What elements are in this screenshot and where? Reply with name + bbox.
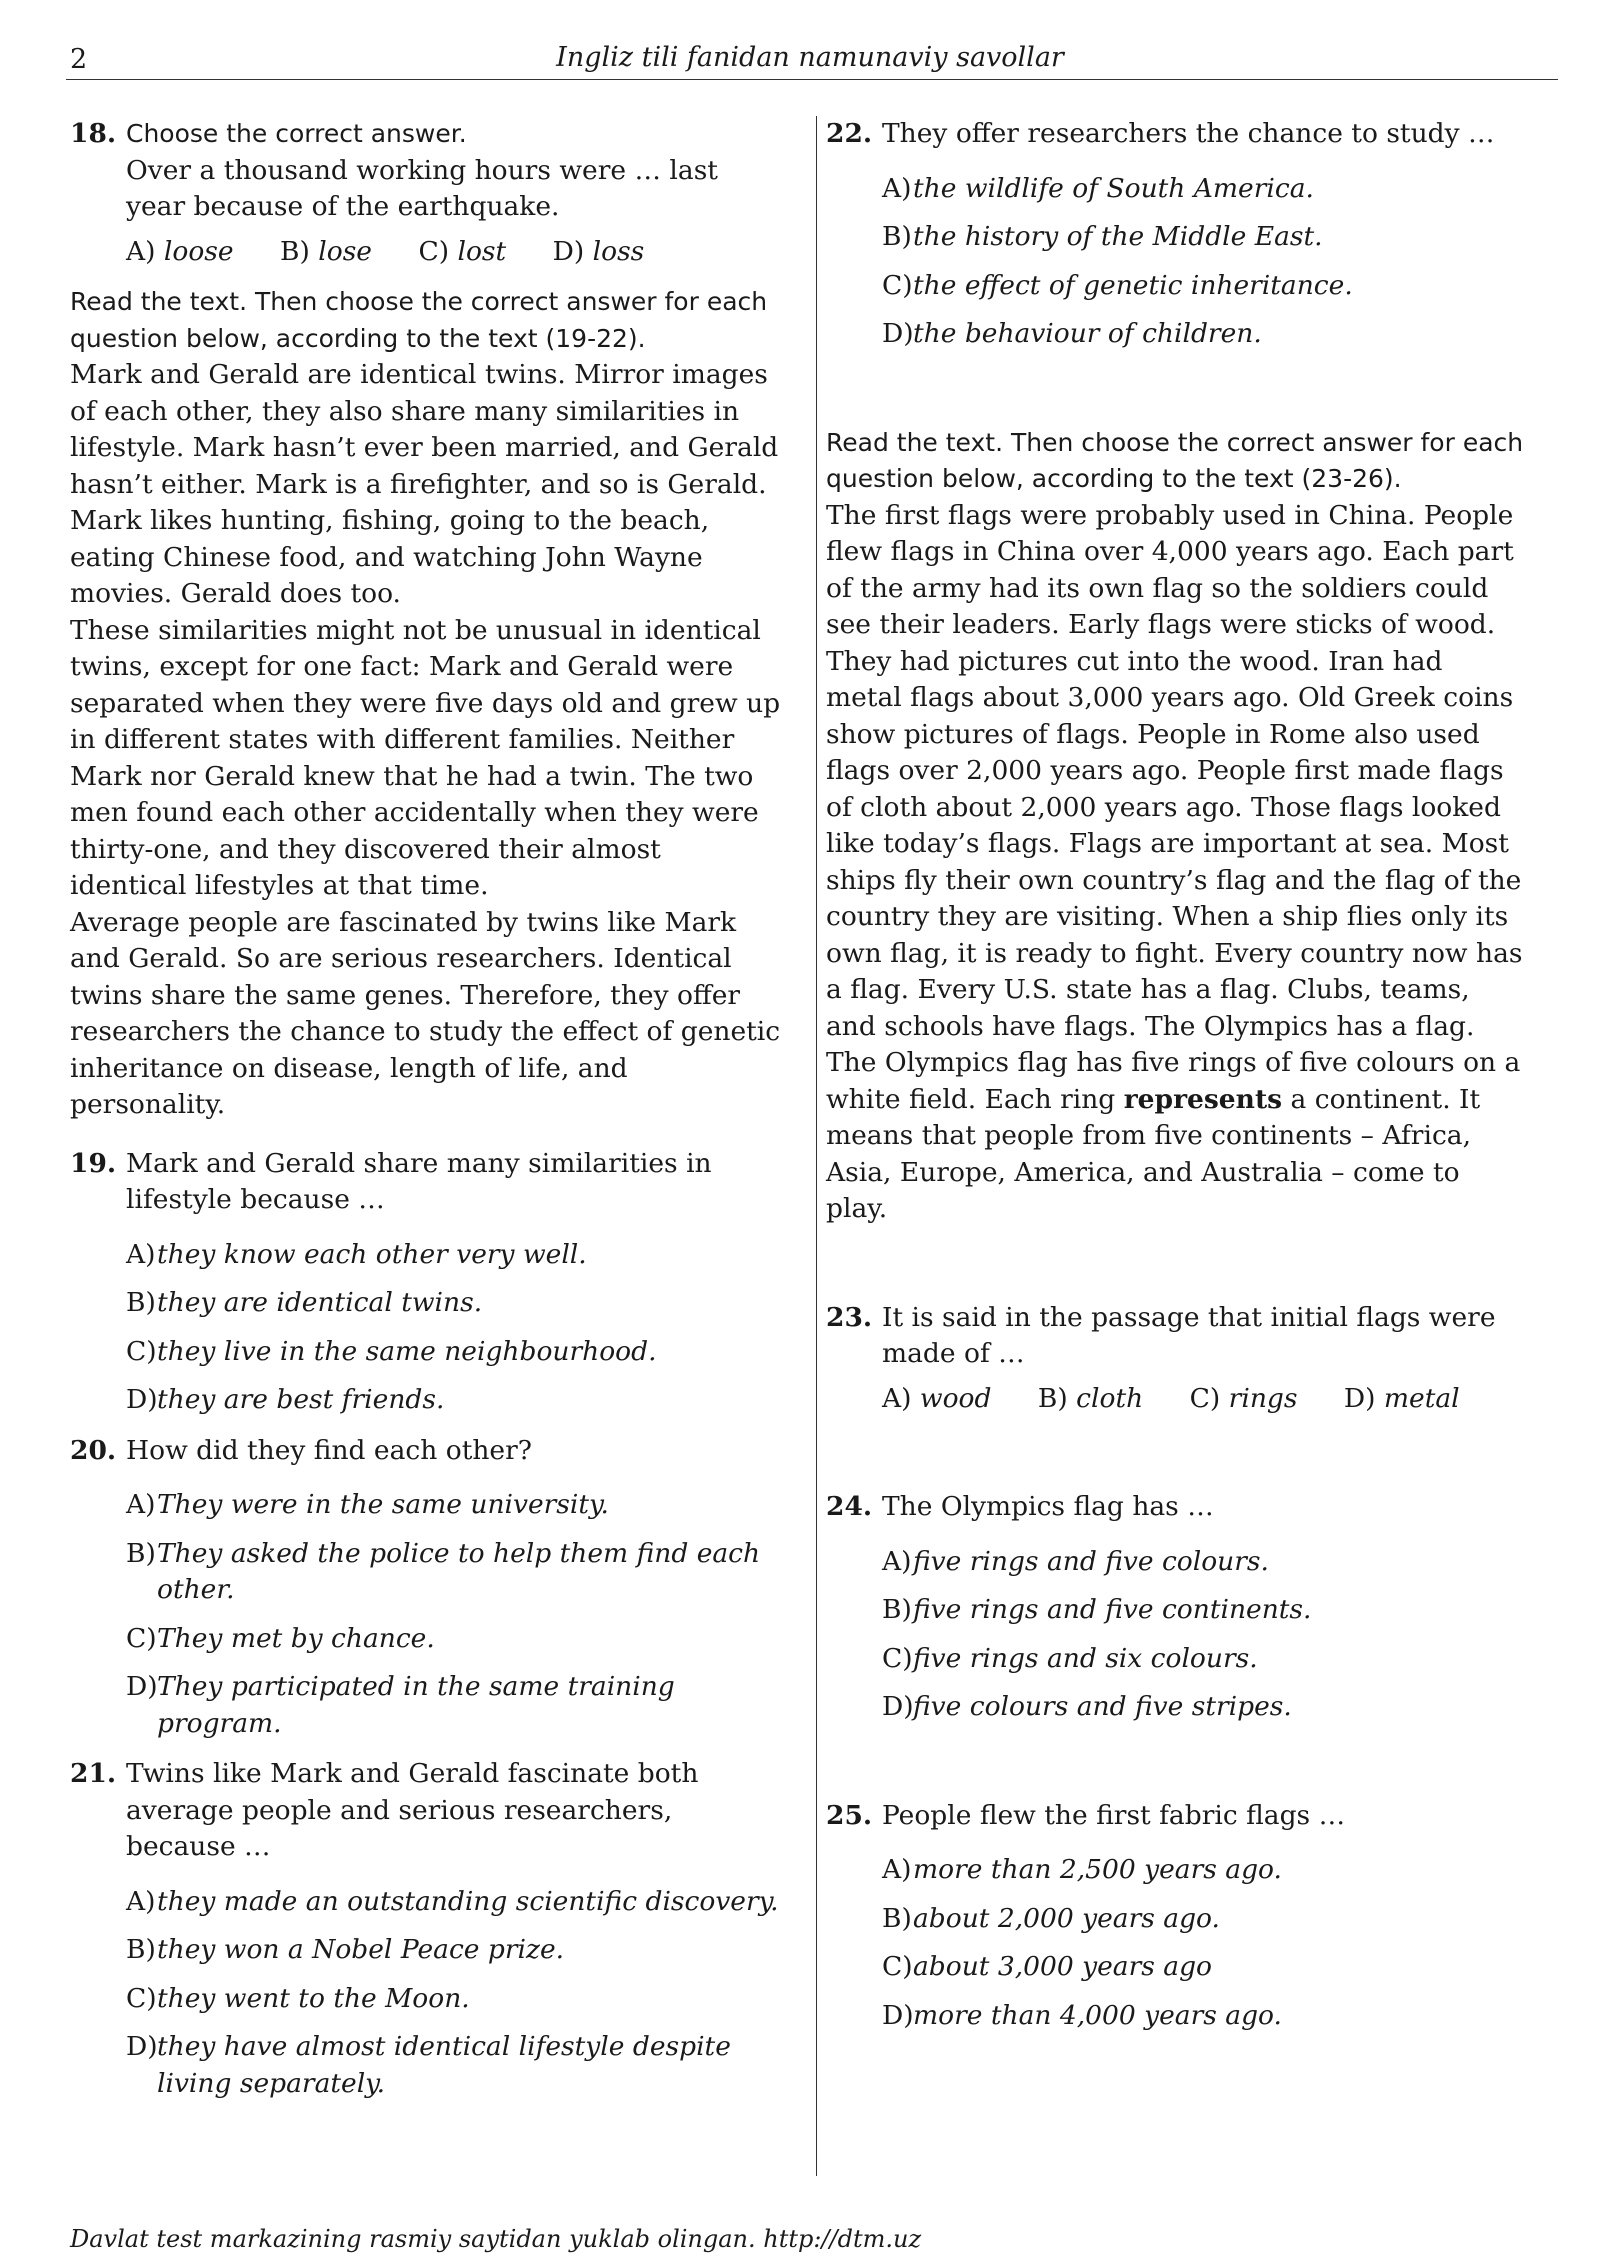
- option-c[interactable]: [882, 1641, 1526, 1678]
- option-b[interactable]: [882, 1592, 1526, 1629]
- passage-instruction: Read the text. Then choose the correct answer for each question below, according to the text (23-26).: [826, 427, 1524, 493]
- option-text: they are best friends.: [157, 1384, 445, 1415]
- option-letter: A): [126, 1238, 156, 1270]
- option-letter: B): [882, 221, 912, 252]
- passage-paragraph: Mark and Gerald are identical twins. Mirror images of each other, they also share many similarities in lifestyle. Mark hasn’t ever been married, and Gerald hasn’t either. Mark is a firefighter, and so is Gerald. Mark likes hunting, fishing, going to the beach, eating Chinese food, and watching John Wayne movies. Gerald does too.: [70, 359, 779, 609]
- option-c[interactable]: [1190, 1383, 1298, 1414]
- passage-paragraph: Average people are fascinated by twins like Mark and Gerald. So are serious researchers. Identical twins share the same genes. Therefore, they offer researchers the chance to study the effect of genetic inheritance on disease, length of life, and personality.: [70, 906, 781, 1120]
- option-text: They met by chance.: [157, 1622, 435, 1654]
- option-text: the wildlife of South America.: [913, 172, 1314, 204]
- question-23: [826, 1300, 1526, 1418]
- option-text: more than 2,500 years ago.: [913, 1854, 1282, 1885]
- option-text: about 2,000 years ago.: [913, 1902, 1220, 1934]
- answer-options: [70, 1487, 785, 1742]
- question-20: [70, 1433, 785, 1470]
- column-divider: [816, 116, 817, 2176]
- option-d[interactable]: [126, 1669, 785, 1742]
- option-text: metal: [1383, 1382, 1460, 1414]
- option-text: about 3,000 years ago: [913, 1951, 1213, 1982]
- option-letter: D): [882, 1691, 914, 1722]
- option-text: lose: [318, 235, 372, 267]
- option-letter: C): [126, 1982, 157, 2014]
- answer-options: [826, 1544, 1526, 1726]
- option-letter: B): [1037, 1382, 1068, 1414]
- option-b[interactable]: [126, 1536, 785, 1609]
- option-a[interactable]: [882, 1852, 1526, 1889]
- question-instruction: Choose the correct answer.: [126, 119, 467, 148]
- option-c[interactable]: [126, 1621, 785, 1658]
- option-letter: C): [882, 269, 913, 301]
- header-rule: [66, 79, 1558, 80]
- option-letter: D): [126, 2031, 158, 2062]
- option-d[interactable]: [882, 1689, 1526, 1726]
- passage-instruction: Read the text. Then choose the correct answer for each question below, according to the text (19-22).: [70, 287, 768, 353]
- option-d[interactable]: [126, 2029, 785, 2102]
- option-text: five rings and five colours.: [913, 1545, 1269, 1577]
- question-19: [70, 1146, 785, 1219]
- option-text: the behaviour of children.: [913, 318, 1262, 349]
- option-text: They asked the police to help them find each other.: [157, 1537, 761, 1605]
- option-text: lost: [457, 235, 507, 267]
- question-number: 21.: [70, 1758, 117, 1789]
- option-b[interactable]: [126, 1932, 785, 1969]
- question-number: 23.: [826, 1301, 873, 1333]
- option-d[interactable]: [1344, 1383, 1460, 1414]
- answer-options: [70, 1237, 785, 1419]
- option-text: wood: [919, 1382, 992, 1414]
- option-text: five colours and five stripes.: [913, 1691, 1292, 1722]
- option-text: loss: [592, 235, 645, 267]
- option-b[interactable]: [882, 219, 1526, 256]
- option-text: five rings and five continents.: [913, 1594, 1312, 1625]
- question-sentence: Over a thousand working hours were … last year because of the earthquake.: [126, 154, 718, 222]
- answer-options: [126, 234, 785, 271]
- option-a[interactable]: [126, 236, 234, 267]
- option-letter: A): [126, 1885, 156, 1917]
- option-c[interactable]: [882, 268, 1526, 305]
- question-22: [826, 116, 1526, 153]
- question-21: [70, 1756, 785, 1866]
- option-c[interactable]: [418, 236, 506, 267]
- running-title: Ingliz tili fanidan namunaviy savollar: [556, 42, 1064, 73]
- option-letter: D): [126, 1671, 158, 1702]
- option-letter: A): [126, 1489, 156, 1520]
- passage-paragraph: [826, 498, 1526, 1228]
- option-letter: D): [1343, 1382, 1376, 1414]
- option-a[interactable]: [126, 1237, 785, 1274]
- option-text: They were in the same university.: [157, 1489, 609, 1520]
- option-text: rings: [1228, 1382, 1298, 1414]
- left-column: [70, 116, 785, 2114]
- option-text: they made an outstanding scientific discovery.: [157, 1885, 779, 1917]
- reading-passage-1: [70, 284, 785, 1124]
- passage-text: The first flags were probably used in China. People flew flags in China over 4,000 years ago. Each part of the army had its own flag so the soldiers could see their leaders. Early flags were sticks of wood. They had pictures cut into the wood. Iran had metal flags about 3,000 years ago. Old Greek coins show pictures of flags. People in Rome also used flags over 2,000 years ago. People first made flags of cloth about 2,000 years ago. Those flags looked like today’s flags. Flags are important at sea. Most ships fly their own country’s flag and the flag of the country they are visiting. When a ship flies only its own flag, it is ready to fight. Every country now has a flag. Every U.S. state has a flag. Clubs, teams, and schools have flags. The Olympics has a flag. The Olympics flag has five rings of five colours on a white field. Each ring: [826, 499, 1523, 1115]
- option-text: they have almost identical lifestyle despite living separately.: [157, 2031, 731, 2099]
- question-number: 19.: [70, 1147, 117, 1179]
- question-stem: Mark and Gerald share many similarities in lifestyle because …: [126, 1147, 712, 1215]
- footer-source-note: Davlat test markazining rasmiy saytidan yuklab olingan. http://dtm.uz: [70, 2225, 922, 2253]
- option-text: they are identical twins.: [157, 1287, 483, 1318]
- option-letter: B): [280, 235, 310, 267]
- option-a[interactable]: [882, 1544, 1526, 1581]
- option-d[interactable]: [882, 316, 1526, 353]
- option-b[interactable]: [882, 1901, 1526, 1938]
- option-c[interactable]: [126, 1334, 785, 1371]
- option-text: more than 4,000 years ago.: [913, 1999, 1282, 2031]
- option-b[interactable]: [126, 1285, 785, 1322]
- option-letter: C): [126, 1622, 157, 1654]
- option-letter: C): [418, 235, 450, 267]
- option-letter: C): [1189, 1382, 1221, 1414]
- option-a[interactable]: [126, 1884, 785, 1921]
- option-letter: B): [882, 1902, 912, 1934]
- option-text: they know each other very well.: [157, 1238, 587, 1270]
- page-number: 2: [70, 44, 88, 75]
- right-column: [826, 116, 1526, 2046]
- option-letter: B): [126, 1934, 156, 1965]
- reading-passage-2: [826, 425, 1526, 1228]
- question-24: [826, 1489, 1526, 1526]
- option-text: they won a Nobel Peace prize.: [157, 1934, 565, 1965]
- question-stem: They offer researchers the chance to study …: [882, 118, 1495, 149]
- option-letter: B): [882, 1594, 912, 1625]
- option-letter: D): [882, 318, 914, 349]
- option-text: cloth: [1076, 1382, 1144, 1414]
- option-text: they live in the same neighbourhood.: [157, 1335, 657, 1367]
- option-letter: A): [882, 172, 912, 204]
- option-letter: A): [126, 235, 156, 267]
- option-a[interactable]: [882, 171, 1526, 208]
- option-d[interactable]: [882, 1998, 1526, 2035]
- option-text: They participated in the same training program.: [157, 1671, 675, 1739]
- option-a[interactable]: [126, 1487, 785, 1524]
- question-stem: People flew the first fabric flags …: [882, 1799, 1346, 1831]
- option-c[interactable]: [126, 1981, 785, 2018]
- question-number: 18.: [70, 118, 117, 149]
- passage-text: a continent. It means that people from five continents – Africa, Asia, Europe, America, and Australia – come to play.: [826, 1083, 1481, 1224]
- question-number: 24.: [826, 1491, 873, 1522]
- answer-options: [826, 171, 1526, 353]
- option-letter: D): [126, 1384, 158, 1415]
- option-letter: C): [882, 1642, 913, 1674]
- question-18: [70, 116, 785, 270]
- option-c[interactable]: [882, 1949, 1526, 1986]
- option-d[interactable]: [126, 1382, 785, 1419]
- highlighted-word: represents: [1123, 1083, 1283, 1115]
- option-text: the history of the Middle East.: [913, 221, 1323, 252]
- option-letter: B): [126, 1287, 156, 1318]
- question-stem: The Olympics flag has …: [882, 1491, 1214, 1522]
- passage-paragraph: These similarities might not be unusual in identical twins, except for one fact: Mark and Gerald were separated when they were five days old and grew up in different states with different families. Neither Mark nor Gerald knew that he had a twin. The two men found each other accidentally when they were thirty-one, and they discovered their almost identical lifestyles at that time.: [70, 614, 781, 901]
- question-number: 25.: [826, 1799, 873, 1831]
- question-stem: It is said in the passage that initial flags were made of …: [882, 1301, 1496, 1369]
- answer-options: [882, 1381, 1526, 1418]
- question-stem: Twins like Mark and Gerald fascinate both average people and serious researchers, because …: [126, 1758, 699, 1862]
- option-letter: A): [882, 1854, 912, 1885]
- option-letter: C): [126, 1335, 157, 1367]
- question-25: [826, 1798, 1526, 1835]
- option-letter: A): [882, 1382, 912, 1414]
- option-text: they went to the Moon.: [157, 1982, 470, 2014]
- option-text: the effect of genetic inheritance.: [913, 269, 1353, 301]
- question-number: 20.: [70, 1434, 117, 1466]
- question-stem: How did they find each other?: [126, 1434, 532, 1466]
- question-number: 22.: [826, 118, 873, 149]
- option-letter: B): [126, 1537, 156, 1569]
- option-letter: C): [882, 1951, 913, 1982]
- option-b[interactable]: [280, 236, 372, 267]
- answer-options: [826, 1852, 1526, 2034]
- option-d[interactable]: [553, 236, 645, 267]
- option-letter: D): [882, 1999, 914, 2031]
- answer-options: [70, 1884, 785, 2103]
- option-text: loose: [163, 235, 234, 267]
- option-a[interactable]: [882, 1383, 991, 1414]
- option-letter: A): [882, 1545, 912, 1577]
- option-text: five rings and six colours.: [913, 1642, 1258, 1674]
- option-b[interactable]: [1038, 1383, 1143, 1414]
- option-letter: D): [552, 235, 585, 267]
